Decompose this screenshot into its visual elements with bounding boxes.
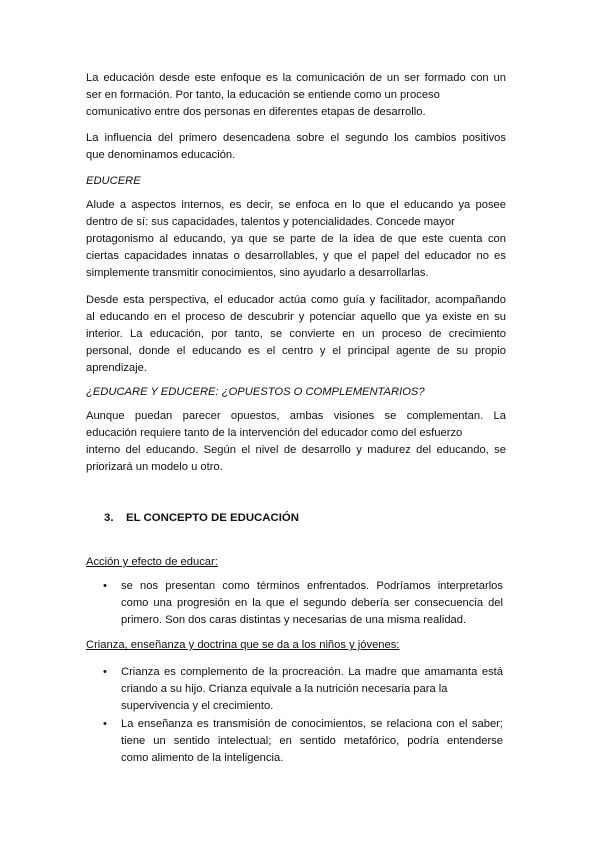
text-line: ciertas capacidades innatas o desarrollables, y que el papel del educador no es [86, 250, 506, 262]
text-line: aprendizaje. [86, 362, 147, 374]
paragraph-complement [86, 408, 506, 476]
text-line: simplemente transmitir conocimientos, sino ayudarlo a desarrollarlas. [86, 267, 429, 279]
text-line: Desde esta perspectiva, el educador actúa como guía y facilitador, acompañando [86, 294, 506, 306]
section-heading [104, 512, 299, 524]
bullet-icon: • [103, 666, 107, 678]
text-line: educación requiere tanto de la intervención del educador como del esfuerzo [86, 427, 463, 439]
text-line: La enseñanza es transmisión de conocimientos, se relaciona con el saber; [121, 718, 503, 730]
bullet-icon: • [103, 718, 107, 730]
text-line: interno del educando. Según el nivel de desarrollo y madurez del educando, se [86, 444, 506, 456]
text-line: tiene un sentido intelectual; en sentido metafórico, podría entenderse [121, 735, 503, 747]
crianza-label: Crianza, enseñanza y doctrina que se da a los niños y jóvenes: [86, 639, 400, 651]
text-line: criando a su hijo. Crianza equivale a la nutrición necesaria para la [121, 683, 448, 695]
text-line: dentro de sí: sus capacidades, talentos y potencialidades. Concede mayor [86, 216, 455, 228]
text-line: se nos presentan como términos enfrentados. Podríamos interpretarlos [121, 580, 503, 592]
section-title: EL CONCEPTO DE EDUCACIÓN [126, 512, 299, 524]
paragraph-educere [86, 197, 506, 282]
accion-label: Acción y efecto de educar: [86, 556, 218, 568]
educere-title: EDUCERE [86, 175, 141, 187]
text-line: Aunque puedan parecer opuestos, ambas visiones se complementan. La [86, 410, 506, 422]
section-number: 3. [104, 512, 114, 524]
text-line: ser en formación. Por tanto, la educación se entiende como un proceso [86, 89, 440, 101]
text-line: Crianza es complemento de la procreación. La madre que amamanta está [121, 666, 503, 678]
paragraph-influence [86, 130, 506, 164]
paragraph-communication [86, 70, 506, 121]
paragraph-perspective [86, 292, 506, 377]
bullet-icon: • [103, 580, 107, 592]
text-line: como alimento de la inteligencia. [121, 752, 284, 764]
text-line: La influencia del primero desencadena sobre el segundo los cambios positivos [86, 132, 506, 144]
text-line: comunicativo entre dos personas en diferentes etapas de desarrollo. [86, 106, 426, 118]
text-line: que denominamos educación. [86, 149, 236, 161]
text-line: al educando en el proceso de descubrir y potenciar aquello que ya existe en su [86, 311, 506, 323]
text-line: protagonismo al educando, ya que se parte de la idea de que este cuenta con [86, 233, 506, 245]
text-line: supervivencia y el crecimiento. [121, 700, 274, 712]
subtitle-opposites: ¿EDUCARE Y EDUCERE: ¿OPUESTOS O COMPLEMENTARIOS? [86, 386, 425, 398]
text-line: primero. Son dos caras distintas y necesarias de una misma realidad. [121, 614, 467, 626]
text-line: Alude a aspectos internos, es decir, se enfoca en lo que el educando ya posee [86, 199, 506, 211]
text-line: La educación desde este enfoque es la comunicación de un ser formado con un [86, 72, 506, 84]
text-line: como una progresión en la que el segundo debería ser consecuencia del [121, 597, 503, 609]
text-line: priorizará un modelo u otro. [86, 461, 223, 473]
text-line: interior. La educación, por tanto, se convierte en un proceso de crecimiento [86, 328, 506, 340]
text-line: personal, donde el educando es el centro y el principal agente de su propio [86, 345, 506, 357]
